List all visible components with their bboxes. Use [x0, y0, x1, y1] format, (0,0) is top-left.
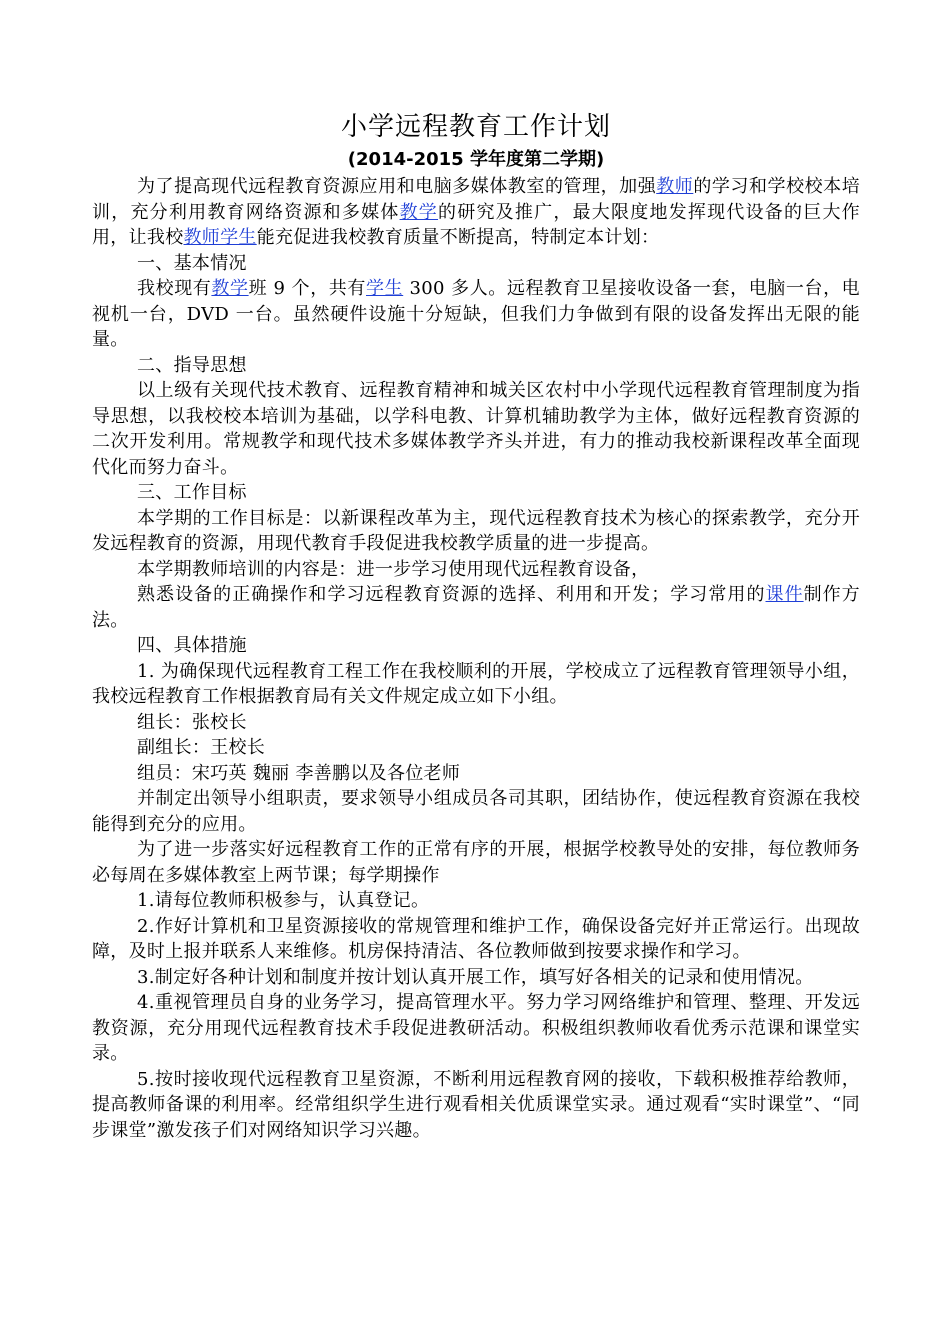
section-heading-guide: 二、指导思想 — [137, 354, 247, 376]
link-teacher[interactable]: 教师 — [656, 176, 694, 197]
duty-paragraph: 并制定出领导小组职责，要求领导小组成员各司其职，团结协作，使远程教育资源在我校能得到充分的应用。 — [92, 788, 860, 835]
document-title: 小学远程教育工作计划 — [340, 112, 611, 142]
step-item: 4.重视管理员自身的业务学习，提高管理水平。努力学习网络维护和管理、整理、开发远教资源，充分用现代远程教育技术手段促进教研活动。积极组织教师收看优秀示范课和课堂实录。 — [92, 992, 860, 1064]
link-courseware[interactable]: 课件 — [765, 584, 804, 605]
basic-paragraph — [92, 276, 860, 353]
link-student[interactable]: 学生 — [366, 278, 404, 299]
group-vice-leader: 副组长：王校长 — [137, 737, 266, 758]
section-heading-measures: 四、具体措施 — [137, 635, 247, 656]
guide-paragraph: 以上级有关现代技术教育、远程教育精神和城关区农村中小学现代远程教育管理制度为指导思想，以我校校本培训为基础，以学科电教、计算机辅助教学为主体，做好远程教育资源的二次开发利用。常规教学和现代技术多媒体教学齐头并进，有力的推动我校新课程改革全面现代化而努力奋斗。 — [92, 380, 860, 478]
intro-text: 的研究及推广，最大限度地发挥现代设备的巨大作用，让我校 — [92, 201, 860, 248]
group-members: 组员：宋巧英 魏丽 李善鹏以及各位老师 — [137, 762, 461, 784]
link-teaching-class[interactable]: 教学 — [211, 278, 249, 299]
intro-text: 为了提高现代远程教育资源应用和电脑多媒体教室的管理，加强 — [137, 176, 657, 197]
basic-text: 班 9 个，共有 — [248, 278, 366, 299]
training-paragraph: 本学期教师培训的内容是：进一步学习使用现代远程教育设备， — [137, 558, 650, 580]
link-teaching[interactable]: 教学 — [399, 201, 439, 223]
measure-paragraph: 1. 为确保现代远程教育工程工作在我校顺利的开展，学校成立了远程教育管理领导小组，我校远程教育工作根据教育局有关文件规定成立如下小组。 — [92, 660, 860, 707]
step-item: 1.请每位教师积极参与，认真登记。 — [137, 890, 430, 911]
document-subtitle: (2014-2015 学年度第二学期) — [347, 149, 605, 170]
document-page — [92, 108, 860, 1143]
intro-paragraph — [92, 174, 860, 251]
training-detail-paragraph — [92, 582, 860, 633]
training-text: 制作方法。 — [92, 584, 860, 631]
order-paragraph: 为了进一步落实好远程教育工作的正常有序的开展，根据学校教导处的安排，每位教师务必每周在多媒体教室上两节课；每学期操作 — [92, 839, 860, 886]
section-heading-goal: 三、工作目标 — [137, 482, 247, 503]
section-heading-basic: 一、基本情况 — [137, 252, 247, 274]
basic-text: 300 多人。远程教育卫星接收设备一套，电脑一台，电视机一台，DVD 一台。虽然硬件设施十分短缺，但我们力争做到有限的设备发挥出无限的能量。 — [92, 278, 860, 350]
intro-text: 的学习和学校校本培训，充分利用教育网络资源和多媒体 — [92, 176, 860, 223]
step-item: 2.作好计算机和卫星资源接收的常规管理和维护工作，确保设备完好并正常运行。出现故障，及时上报并联系人来维修。机房保持清洁、各位教师做到按要求操作和学习。 — [92, 915, 860, 962]
training-text: 熟悉设备的正确操作和学习远程教育资源的选择、利用和开发；学习常用的 — [137, 584, 766, 605]
intro-text: 能充促进我校教育质量不断提高，特制定本计划： — [256, 227, 660, 248]
goal-paragraph: 本学期的工作目标是：以新课程改革为主，现代远程教育技术为核心的探索教学，充分开发远程教育的资源，用现代教育手段促进我校教学质量的进一步提高。 — [92, 507, 860, 554]
link-teacher-student[interactable]: 教师学生 — [183, 227, 257, 248]
group-leader: 组长：张校长 — [137, 711, 247, 733]
step-item: 5.按时接收现代远程教育卫星资源，不断利用远程教育网的接收，下载积极推荐给教师，提高教师备课的利用率。经常组织学生进行观看相关优质课堂实录。通过观看“实时课堂”、“同步课堂”激发孩子们对网络知识学习兴趣。 — [92, 1068, 860, 1141]
basic-text: 我校现有 — [137, 278, 212, 299]
step-item: 3.制定好各种计划和制度并按计划认真开展工作，填写好各相关的记录和使用情况。 — [137, 966, 814, 988]
